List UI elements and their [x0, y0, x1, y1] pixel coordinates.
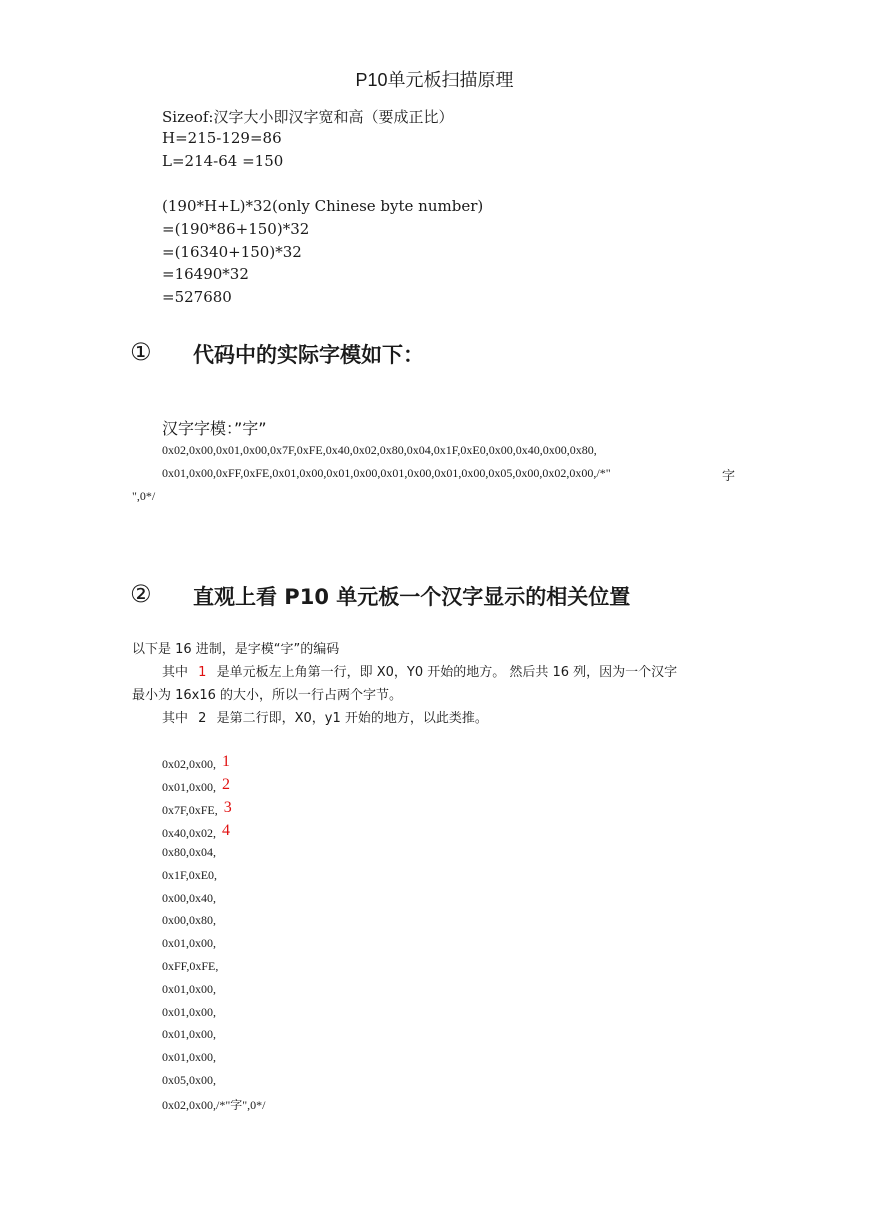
code-line: 0x02,0x00,0x01,0x00,0x7F,0xFE,0x40,0x02,0x80,0x04,0x1F,0xE0,0x00,0x40,0x00,0x80,: [162, 443, 597, 457]
code-row: [162, 755, 230, 773]
code-row-bytes: 0x80,0x04,: [162, 845, 216, 859]
code-row-bytes: 0x7F,0xFE,: [162, 803, 218, 817]
paragraph-2: [162, 707, 488, 726]
para-text: 是第二行即，X0，y1 开始的地方，以此类推。: [216, 711, 488, 726]
row-number-marker: 2: [222, 776, 230, 793]
code-row: [162, 778, 230, 796]
font-label: 汉字字模：”字”: [162, 419, 267, 438]
code-row: [162, 1050, 216, 1065]
code-row-bytes: 0x02,0x00,/*"字",0*/: [162, 1098, 266, 1112]
code-row-bytes: 0xFF,0xFE,: [162, 959, 219, 973]
code-line: ",0*/: [132, 489, 156, 503]
code-row-bytes: 0x01,0x00,: [162, 1005, 216, 1019]
code-row: [162, 1096, 265, 1113]
row-marker: 1: [198, 665, 207, 680]
calc-line: =16490*32: [162, 265, 249, 283]
calc-line: =(190*86+150)*32: [162, 220, 310, 238]
row-number-marker: 1: [222, 753, 230, 770]
code-row: [162, 1027, 216, 1042]
code-row: [162, 959, 218, 974]
row-number-marker: 3: [223, 799, 232, 816]
code-line: 0x01,0x00,0xFF,0xFE,0x01,0x00,0x01,0x00,0x01,0x00,0x01,0x00,0x05,0x00,0x02,0x00,/*": [162, 466, 611, 480]
section-number: ②: [130, 580, 152, 608]
calc-line: (190*H+L)*32(only Chinese byte number): [162, 197, 484, 215]
paragraph-1: [162, 661, 677, 680]
code-row-bytes: 0x01,0x00,: [162, 1050, 216, 1064]
calc-line: H=215-129=86: [162, 129, 282, 147]
para-text: 是单元板左上角第一行，即 X0，Y0 开始的地方。 然后共 16 列，因为一个汉字: [216, 665, 678, 680]
code-row-bytes: 0x1F,0xE0,: [162, 868, 218, 882]
section-heading: 代码中的实际字模如下：: [193, 343, 424, 367]
code-row: [162, 913, 216, 928]
code-row-bytes: 0x01,0x00,: [162, 936, 216, 950]
code-row-bytes: 0x05,0x00,: [162, 1073, 216, 1087]
code-row: [162, 801, 232, 819]
code-row-bytes: 0x40,0x02,: [162, 826, 216, 840]
calc-line: Sizeof:汉字大小即汉字宽和高（要成正比）: [162, 108, 454, 126]
code-row: [162, 891, 216, 906]
code-row-bytes: 0x01,0x00,: [162, 1027, 216, 1041]
code-row: [162, 824, 230, 842]
code-row-bytes: 0x00,0x80,: [162, 913, 216, 927]
section-heading: 直观上看 P10 单元板一个汉字显示的相关位置: [193, 585, 631, 609]
code-row-bytes: 0x00,0x40,: [162, 891, 216, 905]
section-number: ①: [130, 338, 152, 366]
code-row-bytes: 0x01,0x00,: [162, 982, 216, 996]
paragraph-1-cont: 最小为 16x16 的大小，所以一行占两个字节。: [132, 688, 403, 703]
para-text: 其中: [162, 711, 189, 726]
row-marker: 2: [198, 711, 207, 726]
code-row: [162, 845, 216, 860]
page-title: P10单元板扫描原理: [355, 70, 514, 90]
code-char: 字: [722, 469, 736, 484]
code-row-bytes: 0x01,0x00,: [162, 780, 216, 794]
intro-text: 以下是 16 进制，是字模“字”的编码: [132, 642, 340, 657]
calc-line: L=214-64 =150: [162, 152, 284, 170]
code-row: [162, 868, 217, 883]
calc-line: =527680: [162, 288, 232, 306]
para-text: 其中: [162, 665, 189, 680]
code-row: [162, 1073, 216, 1088]
calc-line: =(16340+150)*32: [162, 243, 302, 261]
code-row: [162, 982, 216, 997]
code-row: [162, 1005, 216, 1020]
row-number-marker: 4: [222, 822, 230, 839]
code-row-bytes: 0x02,0x00,: [162, 757, 216, 771]
code-row: [162, 936, 216, 951]
